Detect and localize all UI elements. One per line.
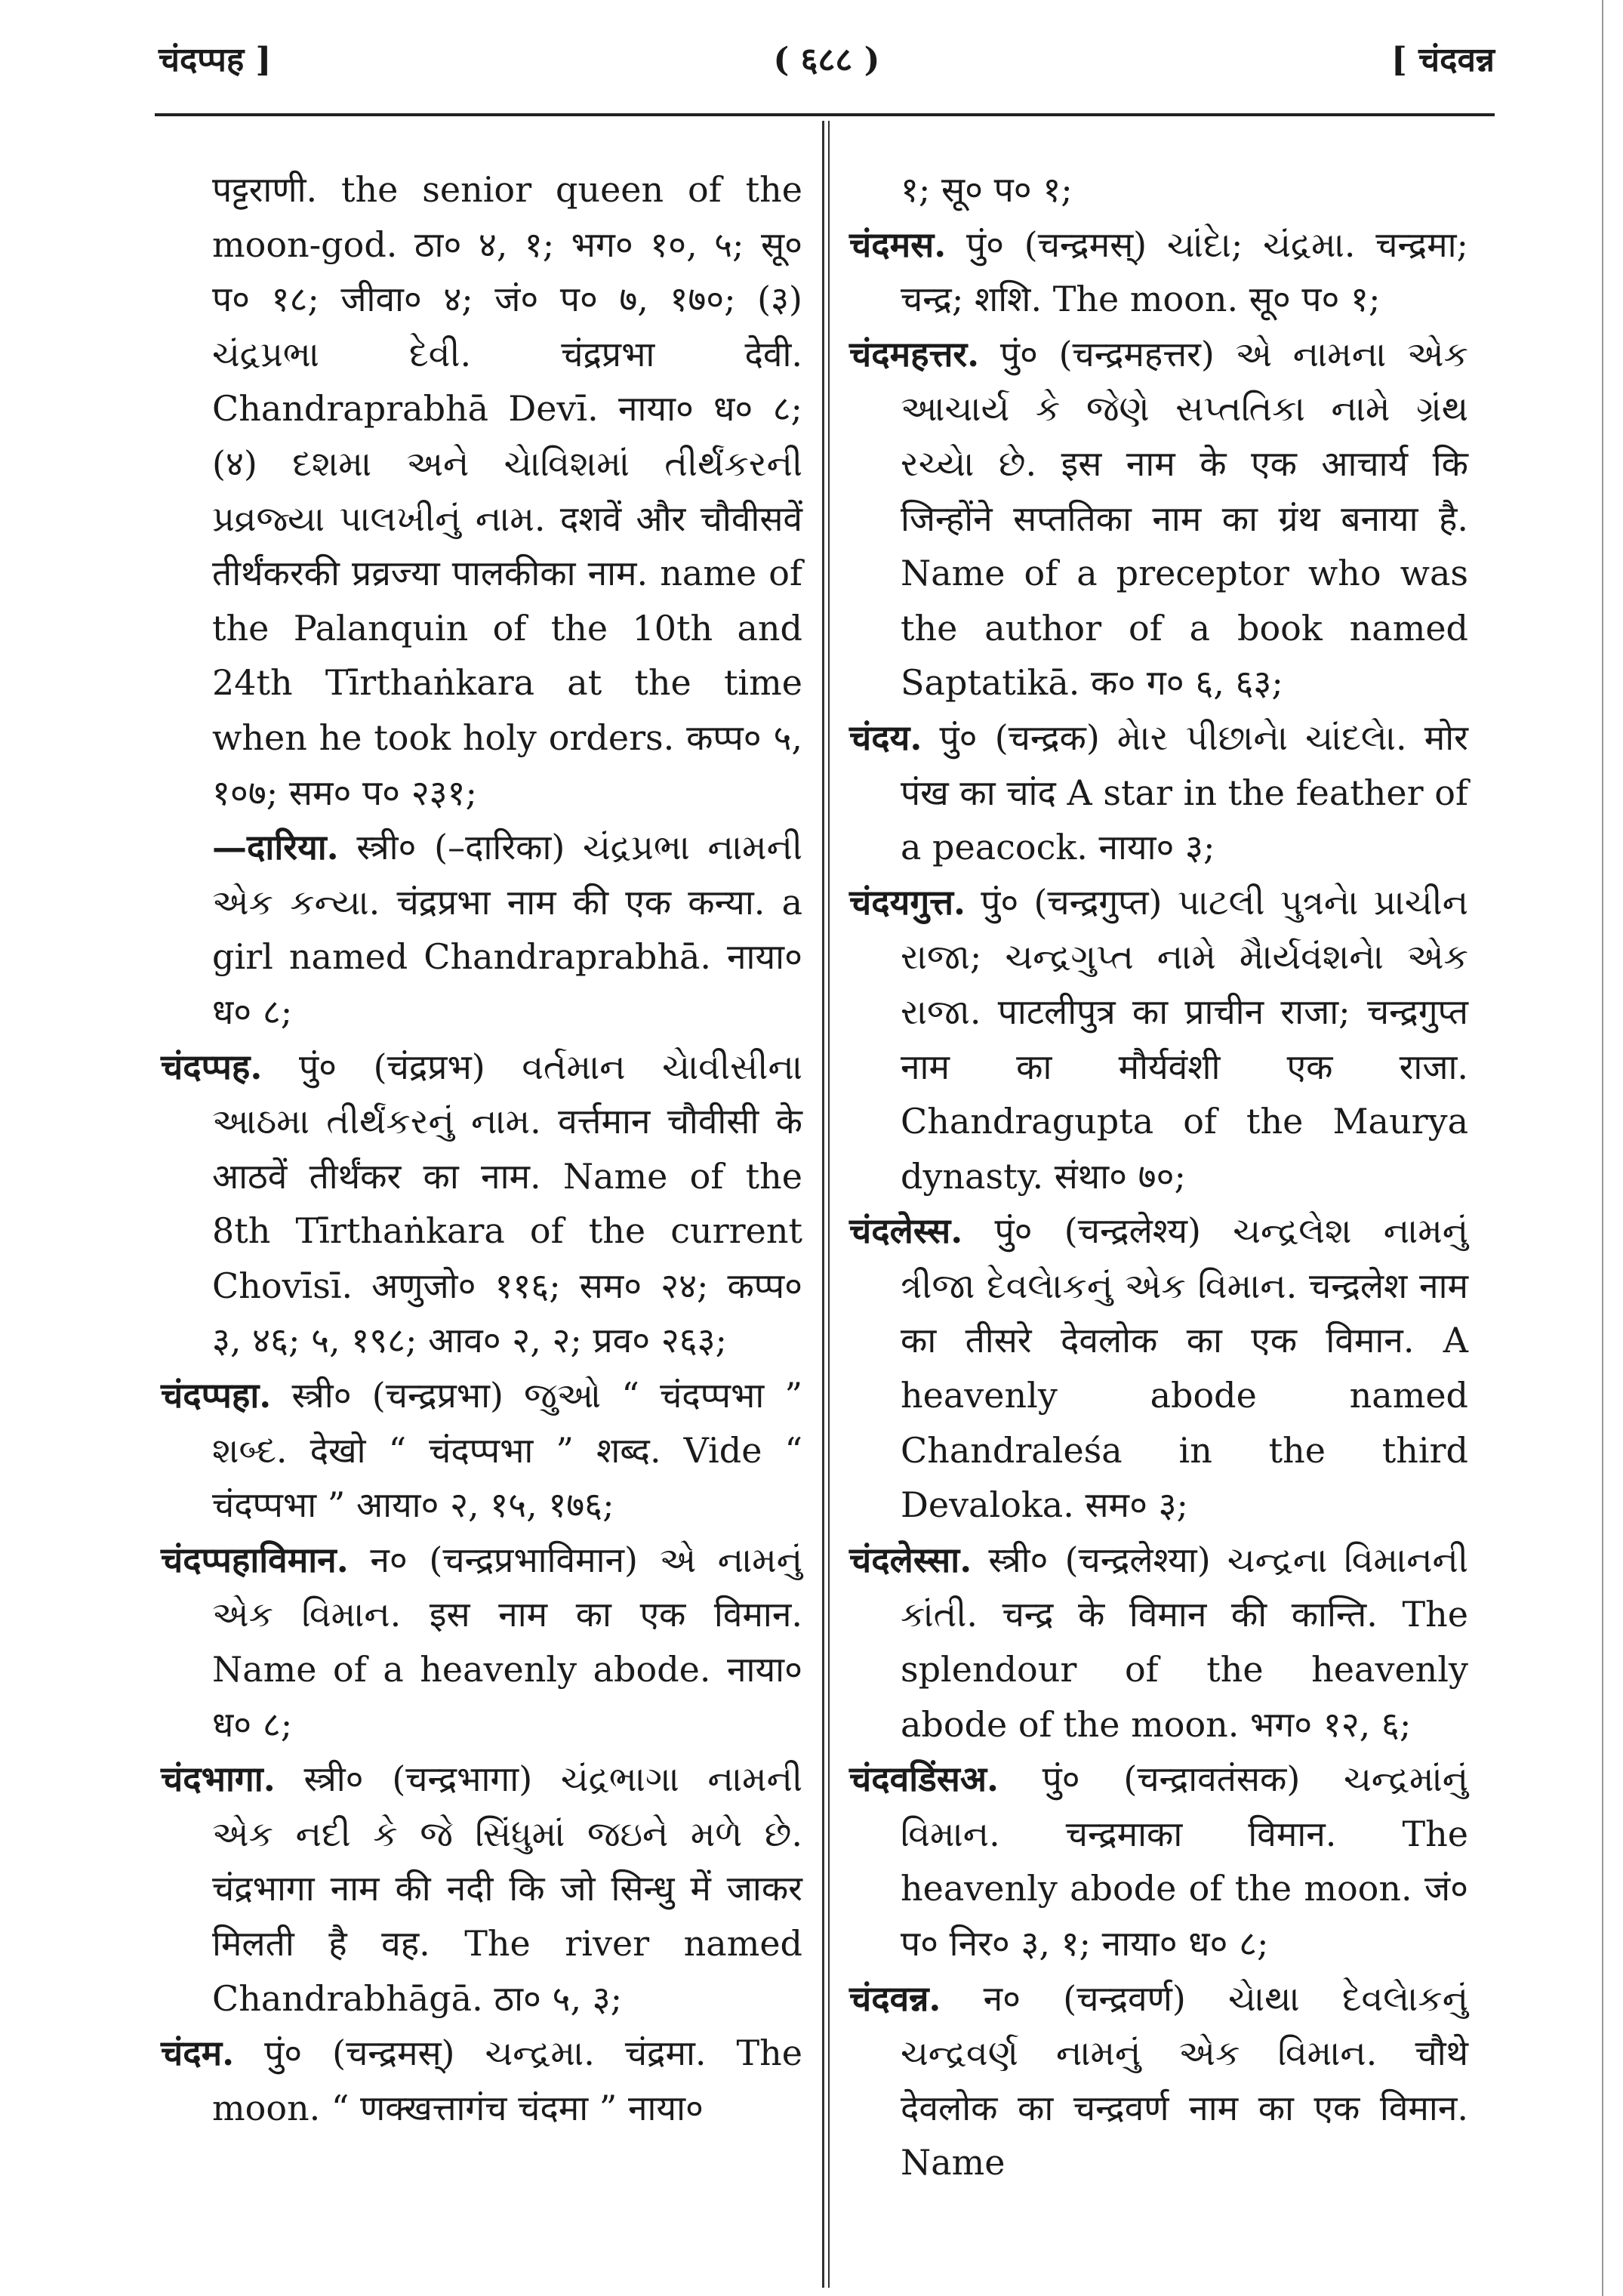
headword: —दारिया. (212, 827, 339, 868)
dictionary-entry: चंदमस. पुं० (चन्द्रमस्) ચાંદેા; ચંદ્રમા. चन्द्रमा; चन्द्र; शशि. The moon. सू० प० १; (849, 223, 1468, 320)
headword: चंदमहत्तर. (849, 333, 980, 374)
header-right-guideword: [ चंदवन्न (1391, 41, 1495, 79)
entry-continuation: पट्टराणी. the senior queen of the moon-god. ठा० ४, १; भग० १०, ५; सू० प० १८; जीवा० ४; जं० प० ७, १७०; (३) ચંદ્રપ્રભા દેવી. चंद्रप्रभा देवी. Chandraprabhā Devī. नाया० ध० ८; (४) દશમા અને ચેાવિશમાં તીર્થંકરની પ્રવ્રજ્યા પાલખીનું નામ. दशवें और चौवीसवें तीर्थंकरकी प्रव्रज्या पालकीका नाम. name of the Palanquin of the 10th and 24th Tīrthaṅkara at the time when he took holy orders. कप्प० ५, १०७; सम० प० २३१; (212, 169, 802, 813)
dictionary-entry: चंदम. पुं० (चन्द्रमस्) ચન્દ્રમા. चंद्रमा. The moon. “ णक्खत्तागंच चंदमा ” नाया० (161, 2032, 802, 2128)
column-divider (822, 121, 824, 2288)
dictionary-entry: चंदप्पहाविमान. न० (चन्द्रप्रभाविमान) એ નામનું એક વિમાન. इस नाम का एक विमान. Name of a heavenly abode. नाया० ध० ८; (161, 1539, 802, 1745)
headword: चंदभागा. (161, 1758, 276, 1800)
dictionary-entry: चंदलेस्स. पुं० (चन्द्रलेश्य) ચન્દ્રલેશ નામનું ત્રીજા દેવલેાકનું એક વિમાન. चन्द्रलेश नाम का तीसरे देवलोक का एक विमान. A heavenly abode named Chandraleśa in the third Devaloka. सम० ३; (849, 1210, 1468, 1526)
headword: चंदवन्न. (849, 1977, 941, 2019)
entry-continuation: १; सू० प० १; (901, 169, 1073, 210)
headword: चंदप्पह. (161, 1046, 263, 1087)
right-column (849, 162, 1468, 2190)
left-column (161, 162, 802, 2135)
dictionary-entry: चंदभागा. स्त्री० (चन्द्रभागा) ચંદ્રભાગા નામની એક નદી કે જે સિંધુમાં જઇને મળે છે. चंद्रभागा नाम की नदी कि जो सिन्धु में जाकर मिलती है वह. The river named Chandrabhāgā. ठा० ५, ३; (161, 1758, 802, 2019)
dictionary-entry: चंदलेस्सा. स्त्री० (चन्द्रलेश्या) ચન્દ્રના વિમાનની કાંતી. चन्द्र के विमान की कान्ति. The splendour of the heavenly abode of the moon. भग० १२, ६; (849, 1539, 1468, 1745)
dictionary-entry: चंदवन्न. न० (चन्द्रवर्ण) ચેાથા દેવલેાકનું ચન્દ્રવર્ણ નામનું એક વિમાન. चौथे देवलोक का चन्द्रवर्ण नाम का एक विमान. Name (849, 1977, 1468, 2184)
dictionary-entry: चंदमहत्तर. पुं० (चन्द्रमहत्तर) એ નામના એક આચાર્ય કે જેણે સપ્તતિકા નામે ગ્રંથ રચ્યેા છે. इस नाम के एक आचार्य कि जिन्होंने सप्ततिका नाम का ग्रंथ बनाया है. Name of a preceptor who was the author of a book named Saptatikā. क० ग० ६, ६३; (849, 333, 1468, 704)
headword: चंदम. (161, 2032, 235, 2074)
page-header (159, 23, 1495, 98)
header-rule (155, 113, 1495, 116)
headword: चंदमस. (849, 223, 947, 265)
page-number: ( ६८८ ) (773, 41, 880, 79)
headword: चंदलेस्स. (849, 1210, 963, 1252)
headword: चंदय. (849, 717, 922, 758)
page-edge-line (1602, 0, 1603, 2296)
dictionary-entry: चंदवडिंसअ. पुं० (चन्द्रावतंसक) ચન્દ્રમાંનું વિમાન. चन्द्रमाका विमान. The heavenly abode of the moon. जं० प० निर० ३, १; नाया० ध० ८; (849, 1758, 1468, 1964)
headword: चंदयगुत्त. (849, 881, 966, 923)
dictionary-entry: चंदय. पुं० (चन्द्रक) મેાર પીછાનેા ચાંદલેા. मोर पंख का चांद A star in the feather of a peacock. नाया० ३; (849, 717, 1468, 868)
column-divider-inner (828, 121, 830, 2288)
headword: चंदवडिंसअ. (849, 1758, 999, 1800)
sub-entry: —दारिया. स्त्री० (–दारिका) ચંદ્રપ્રભા નામની એક કન્યા. चंद्रप्रभा नाम की एक कन्या. a girl named Chandraprabhā. नाया० ध० ८; (212, 827, 802, 1032)
header-left-guideword: चंदप्पह ] (159, 41, 272, 79)
headword: चंदप्पहा. (161, 1375, 272, 1416)
headword: चंदलेस्सा. (849, 1539, 972, 1580)
dictionary-entry: चंदयगुत्त. पुं० (चन्द्रगुप्त) પાટલી પુત્રનેા પ્રાચીન રાજા; ચન્દ્રગુપ્ત નામે મૈાર્યવંશનેા એક રાજા. पाटलीपुत्र का प्राचीन राजा; चन्द्रगुप्त नाम का मौर्यवंशी एक राजा. Chandragupta of the Maurya dynasty. संथा० ७०; (849, 881, 1468, 1197)
dictionary-entry: चंदप्पह. पुं० (चंद्रप्रभ) વર્તમાન ચેાવીસીના આઠમા તીર્થંકરનું નામ. वर्त्तमान चौवीसी के आठवें तीर्थंकर का नाम. Name of the 8th Tīrthaṅkara of the current Chovīsī. अणुजो० ११६; सम० २४; कप्प० ३, ४६; ५, १९८; आव० २, २; प्रव० २६३; (161, 1046, 802, 1361)
dictionary-entry: चंदप्पहा. स्त्री० (चन्द्रप्रभा) જુઓ “ चंदप्पभा ” શબ્દ. देखो “ चंदप्पभा ” शब्द. Vide “ चंदप्पभा ” आया० २, १५, १७६; (161, 1375, 802, 1526)
headword: चंदप्पहाविमान. (161, 1539, 349, 1580)
